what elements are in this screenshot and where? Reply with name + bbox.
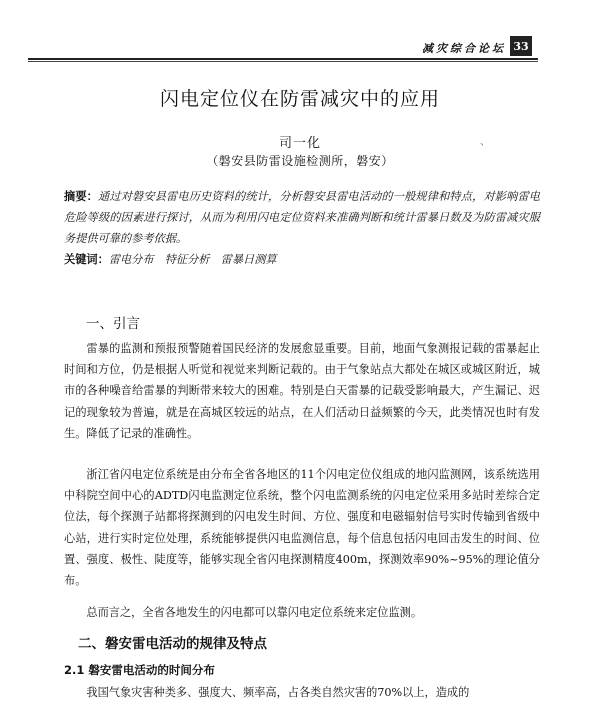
intro-paragraph-1: 雷暴的监测和预报预警随着国民经济的发展愈显重要。目前，地面气象测报记载的雷暴起止时间和方位，仍是根据人听觉和视觉来判断记载的。由于气象站点大都处在城区或城区附近，城市的各种噪音给雷暴的判断带来较大的困难。特别是白天雷暴的记载受影响最大，产生漏记、迟记的现象较为普遍，就是在高城区较远的站点，在人们活动日益频繁的今天，此类情况也时有发生。降低了记录的准确性。: [64, 342, 540, 440]
author-name: 司一化: [278, 136, 321, 151]
keywords: [64, 251, 540, 267]
stray-mark: 、: [480, 137, 490, 148]
intro-paragraph-2: 浙江省闪电定位系统是由分布全省各地区的11个闪电定位仪组成的地闪监测网，该系统选用中科院空间中心的ADTD闪电监测定位系统，整个闪电监测系统的闪电定位采用多站时差综合定位法，每个探测子站都将探测到的闪电发生时间、方位、强度和电磁辐射信号实时传输到省级中心站，进行实时定位处理，系统能够提供闪电监测信息，每个信息包括闪电回击发生的时间、位置、强度、极性、陡度等，能够实现全省闪电探测精度400m，探测效率90%~95%的理论值分布。: [64, 468, 540, 588]
abstract-text: 通过对磐安县雷电历史资料的统计，分析磐安县雷电活动的一般规律和特点，对影响雷电危险等级的因素进行探讨，从而为利用闪电定位资料来准确判断和统计雷暴日数及为防雷减灾服务提供可靠的参考依据。: [64, 190, 540, 245]
abstract: [64, 186, 540, 249]
article-title: 闪电定位仪在防雷减灾中的应用: [159, 88, 440, 110]
header-rule: [28, 58, 538, 60]
subsection-heading-time: 2.1 磐安雷电活动的时间分布: [64, 663, 215, 677]
abstract-label: 摘要：: [64, 190, 99, 203]
section-heading-intro: 一、引言: [86, 316, 140, 332]
journal-section-tag: 减灾综合论坛: [422, 42, 506, 55]
author-affiliation: （磐安县防雷设施检测所，磐安）: [206, 154, 394, 168]
header-rule-thin: [28, 61, 538, 62]
page-number-badge: 33: [510, 36, 532, 56]
keywords-label: 关键词：: [64, 253, 109, 266]
section-heading-patterns: 二、磐安雷电活动的规律及特点: [78, 636, 267, 652]
keywords-text: 雷电分布 特征分析 雷暴日测算: [108, 253, 277, 266]
intro-paragraph-3: 总而言之，全省各地发生的闪电都可以靠闪电定位系统来定位监测。: [86, 606, 423, 619]
section2-paragraph-1: 我国气象灾害种类多、强度大、频率高，占各类自然灾害的70%以上，造成的: [86, 686, 470, 699]
